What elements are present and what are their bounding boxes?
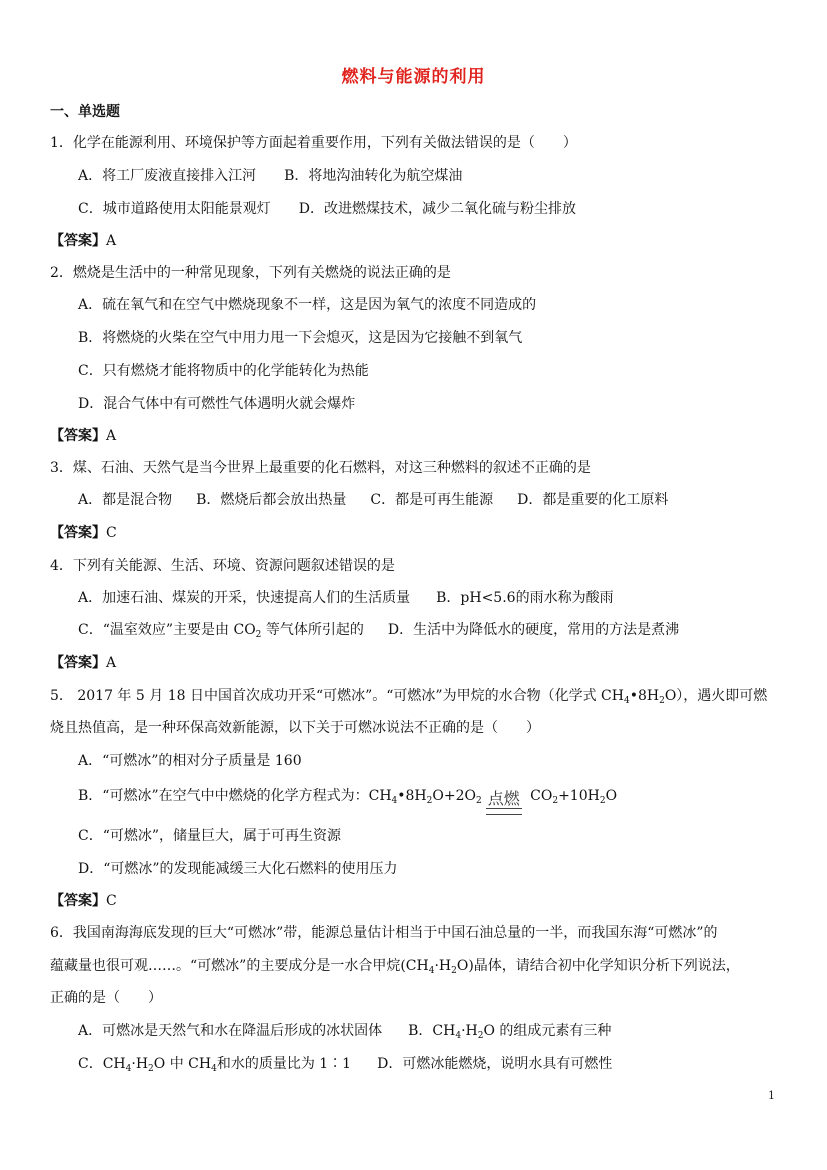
question-3-answer: [50, 523, 117, 543]
option-b: B．pH<5.6的雨水称为酸雨: [436, 590, 614, 606]
option-b: B．将燃烧的火柴在空气中用力甩一下会熄灭，这是因为它接触不到氧气: [78, 330, 523, 346]
question-1-options-ab: [78, 166, 462, 186]
question-1-answer: [50, 231, 116, 251]
option-c: C．都是可再生能源: [370, 492, 494, 508]
option-b: B．将地沟油转化为航空煤油: [284, 168, 463, 184]
option-d: D．改进燃煤技术，减少二氧化硫与粉尘排放: [298, 201, 576, 217]
answer-value: A: [106, 428, 117, 444]
question-5-stem-line-1: 5． 2017 年 5 月 18 日中国首次成功开采“可燃冰”。“可燃冰”为甲烷的水合物（化学式 $CH_4•8H_2O$），遇火即可燃: [50, 688, 768, 706]
option-a: A．“可燃冰”的相对分子质量是 160: [78, 753, 302, 769]
option-c: C．“温室效应”主要是由 $CO_2$ 等气体所引起的: [78, 622, 364, 640]
question-6-options-cd: [78, 1054, 612, 1074]
option-a: A．加速石油、煤炭的开采，快速提高人们的生活质量: [78, 590, 411, 606]
question-2-answer: [50, 426, 116, 446]
answer-value: C: [106, 525, 117, 541]
option-c: C．城市道路使用太阳能景观灯: [78, 201, 271, 217]
option-a: A．都是混合物: [78, 492, 173, 508]
question-4-stem: 4．下列有关能源、生活、环境、资源问题叙述错误的是: [50, 558, 395, 574]
answer-label: 【答案】: [50, 655, 106, 671]
option-d: D．可燃冰能燃烧，说明水具有可燃性: [377, 1056, 613, 1072]
page-title: 燃料与能源的利用: [341, 67, 486, 87]
question-4-options-cd: [78, 620, 679, 640]
option-d: D．“可燃冰”的发现能减缓三大化石燃料的使用压力: [78, 861, 398, 877]
question-6-stem-line-3: 正确的是（ ）: [50, 990, 162, 1006]
option-c: C．$CH_4\cdot H_2O$ 中 $CH_4$和水的质量比为 1∶1: [78, 1056, 352, 1074]
answer-label: 【答案】: [50, 233, 106, 249]
option-a: A．将工厂废液直接排入江河: [78, 168, 257, 184]
question-5-stem-line-2: 烧且热值高，是一种环保高效新能源，以下关于可燃冰说法不正确的是（ ）: [50, 720, 540, 736]
question-6-stem-line-1: 6．我国南海海底发现的巨大“可燃冰”带，能源总量估计相当于中国石油总量的一半，而我国东海“可燃冰”的: [50, 925, 718, 941]
answer-label: 【答案】: [50, 893, 106, 909]
option-d: D．混合气体中有可燃性气体遇明火就会爆炸: [78, 396, 356, 412]
option-b: B．燃烧后都会放出热量: [196, 492, 347, 508]
option-c: C．“可燃冰”，储量巨大，属于可再生资源: [78, 828, 342, 844]
option-a: A．硫在氧气和在空气中燃烧现象不一样，这是因为氧气的浓度不同造成的: [78, 297, 537, 313]
question-2-stem: 2．燃烧是生活中的一种常见现象，下列有关燃烧的说法正确的是: [50, 265, 451, 281]
option-d: D．都是重要的化工原料: [517, 492, 669, 508]
question-6-stem-line-2: 蕴藏量也很可观……。“可燃冰”的主要成分是一水合甲烷$(CH_4\cdot H_2O)$晶体，请结合初中化学知识分析下列说法，: [50, 958, 740, 976]
question-3-stem: 3．煤、石油、天然气是当今世界上最重要的化石燃料，对这三种燃料的叙述不正确的是: [50, 460, 591, 476]
option-b: B．$CH_4\cdot H_2O$ 的组成元素有三种: [408, 1023, 612, 1041]
question-1-stem: 1．化学在能源利用、环境保护等方面起着重要作用，下列有关做法错误的是（ ）: [50, 135, 577, 151]
answer-value: C: [106, 893, 117, 909]
question-3-options: [78, 490, 668, 510]
question-6-options-ab: [78, 1021, 611, 1041]
section-heading: 一、单选题: [50, 104, 120, 120]
option-b: B．“可燃冰”在空气中中燃烧的化学方程式为：$CH_4•8H_2O+2O_2$ 点燃 $CO_2+10H_2O$: [78, 786, 617, 815]
reaction-condition-mark: 点燃: [486, 791, 522, 815]
answer-label: 【答案】: [50, 428, 106, 444]
answer-value: A: [106, 233, 117, 249]
question-1-options-cd: [78, 199, 576, 219]
option-a: A．可燃冰是天然气和水在降温后形成的冰状固体: [78, 1023, 383, 1039]
answer-label: 【答案】: [50, 525, 106, 541]
question-4-answer: [50, 653, 116, 673]
answer-value: A: [106, 655, 117, 671]
question-5-answer: [50, 891, 117, 911]
question-4-options-ab: [78, 588, 614, 608]
option-d: D．生活中为降低水的硬度，常用的方法是煮沸: [387, 622, 680, 638]
page-number: 1: [768, 1089, 775, 1102]
option-c: C．只有燃烧才能将物质中的化学能转化为热能: [78, 363, 369, 379]
